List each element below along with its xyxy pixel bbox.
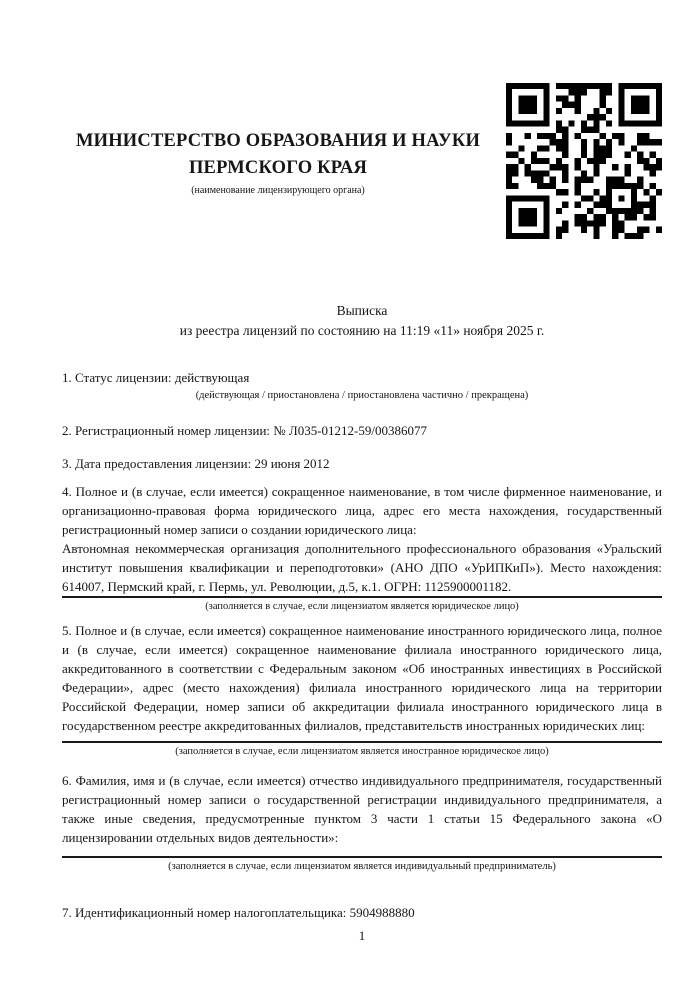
foreign-entity-paragraph: 5. Полное и (в случае, если имеется) сокращенное наименование иностранного юридического лица, полное и (в случае, если имеется) сокращенное наименование филиала иностранного юридического лица, аккредитованного в соответствии с Федеральным законом «Об иностранных инвестициях в Российской Федерации», адрес (место нахождения) филиала иностранного юридического лица на территории Российской Федерации, номер записи об аккредитации филиала иностранного юридического лица в государственном реестре аккредитованных филиалов, представительств иностранных юридических лиц: bbox=[62, 623, 662, 733]
licensing-authority-header bbox=[62, 128, 494, 197]
legal-entity-rule bbox=[62, 596, 662, 598]
individual-entrepreneur-caption: (заполняется в случае, если лицензиатом является индивидуальный предприниматель) bbox=[168, 861, 556, 872]
document-title bbox=[62, 301, 662, 340]
foreign-entity-caption: (заполняется в случае, если лицензиатом является иностранное юридическое лицо) bbox=[175, 746, 549, 757]
legal-entity-value-paragraph: Автономная некоммерческая организация дополнительного профессионального образования «Уральский институт повышения квалификации и переподготовки» (АНО ДПО «УрИПКиП»). Место нахождения: 614007, Пермский край, г. Пермь, ул. Революции, д.5, к.1. ОГРН: 1125900001182. bbox=[62, 541, 662, 594]
foreign-entity-rule bbox=[62, 741, 662, 743]
document-title-line2: из реестра лицензий по состоянию на 11:19 «11» ноября 2025 г. bbox=[179, 322, 545, 338]
ministry-name-line1: МИНИСТЕРСТВО ОБРАЗОВАНИЯ И НАУКИ bbox=[75, 131, 481, 151]
registration-number-line: 2. Регистрационный номер лицензии: № Л035-01212-59/00386077 bbox=[62, 423, 428, 438]
ministry-name-line2: ПЕРМСКОГО КРАЯ bbox=[188, 158, 368, 178]
individual-entrepreneur-rule bbox=[62, 856, 662, 858]
ministry-name-caption: (наименование лицензирующего органа) bbox=[191, 185, 365, 196]
page-number: 1 bbox=[358, 928, 366, 943]
license-status-options-caption: (действующая / приостановлена / приостановлена частично / прекращена) bbox=[195, 390, 529, 401]
license-grant-date-line: 3. Дата предоставления лицензии: 29 июня 2012 bbox=[62, 456, 330, 471]
license-status-line: 1. Статус лицензии: действующая bbox=[62, 370, 250, 385]
legal-entity-caption: (заполняется в случае, если лицензиатом является юридическое лицо) bbox=[205, 601, 519, 612]
legal-entity-fields-paragraph: 4. Полное и (в случае, если имеется) сокращенное наименование, в том числе фирменное наименование, и организационно-правовая форма юридического лица, адрес его места нахождения, государственный регистрационный номер записи о создании юридического лица: bbox=[62, 484, 662, 537]
qr-code-icon bbox=[506, 83, 662, 239]
document-title-line1: Выписка bbox=[336, 303, 388, 318]
individual-entrepreneur-paragraph: 6. Фамилия, имя и (в случае, если имеется) отчество индивидуального предпринимателя, государственный регистрационный номер записи о государственной регистрации индивидуального предпринимателя, а также иные сведения, предусмотренные пунктом 3 части 1 статьи 15 Федерального закона «О лицензировании отдельных видов деятельности»: bbox=[62, 773, 662, 845]
taxpayer-id-line: 7. Идентификационный номер налогоплательщика: 5904988880 bbox=[62, 905, 415, 920]
